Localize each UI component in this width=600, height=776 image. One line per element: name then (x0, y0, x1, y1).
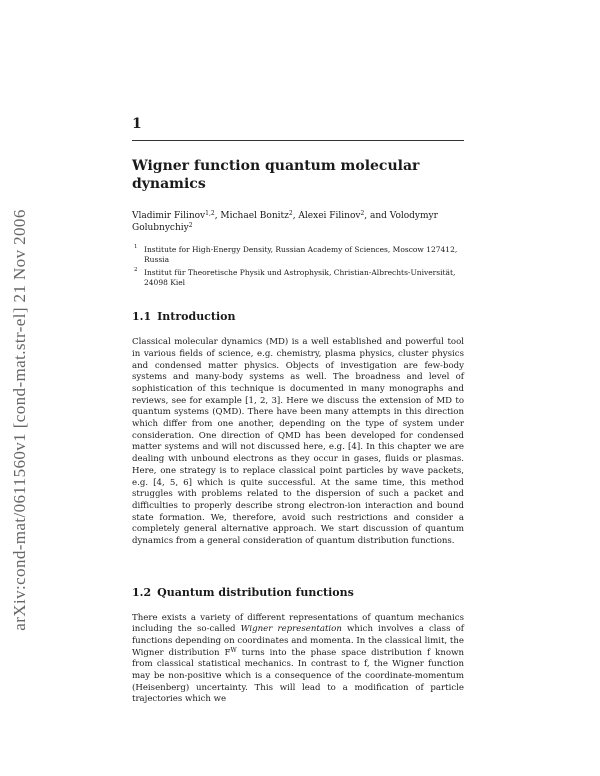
affiliation-marker: 2 (134, 267, 138, 273)
emphasized-term: Wigner representation (240, 624, 342, 635)
paragraph-text: which involves a class of functions depending on coordinates and momenta. In the classical limit, the Wigner distribution F (132, 624, 464, 658)
paragraph-text: There exists a variety of different representations of quantum mechanics including the so-called (132, 612, 464, 635)
title-rule (132, 140, 464, 141)
author-name: Michael Bonitz (220, 211, 289, 222)
affiliation-marker: 1 (134, 243, 138, 250)
affiliation-mark: 2 (360, 210, 365, 218)
affiliation-mark: 2 (288, 210, 293, 218)
affiliation-text: Institute for High-Energy Density, Russian Academy of Sciences, Moscow 127412, Russia (144, 244, 458, 264)
paragraph-text: turns into the phase space distribution f known from classical statistical mechanics. In contrast to f, the Wigner function may be non-positive which is a consequence of the coordinate-momentum (Heisenberg) uncertainty. This will lead to a modification of particle trajectories which we (132, 647, 464, 705)
affiliation-mark: 1,2 (205, 210, 215, 218)
author-list: Vladimir Filinov$^{1,2}$, Michael Bonitz$^2$, Alexei Filinov$^2$, and Volodymyr Golubnychiy$^2$ (132, 210, 438, 234)
affiliation-text: Institut für Theoretische Physik und Astrophysik, Christian-Albrechts-Universität, 24098 Kiel (144, 268, 456, 288)
paper-title: Wigner function quantum molecular dynamics (132, 158, 420, 193)
affiliation-mark: 2 (188, 222, 193, 230)
author-conjunction: , and Volodymyr (364, 211, 438, 222)
chapter-number: 1 (132, 116, 142, 132)
section-title: Quantum distribution functions (157, 585, 354, 599)
introduction-paragraph: Classical molecular dynamics (MD) is a well established and powerful tool in various fields of science, e.g. chemistry, plasma physics, cluster physics and condensed matter physics. Objects of investigation are few-body systems and many-body systems as well. The broadness and level of sophistication of this technique is documented in many monographs and reviews, see for example [1, 2, 3]. Here we discuss the extension of MD to quantum systems (QMD). There have been many attempts in this direction which differ from one another, depending on the type of system under consideration. One direction of QMD has been developed for condensed matter systems and will not discussed here, e.g. [4]. In this chapter we are dealing with unbound electrons as they occur in gases, fluids or plasmas. Here, one strategy is to replace classical point particles by wave packets, e.g. [4, 5, 6] which is quite successful. At the same time, this method struggles with problems related to the dispersion of such a packet and difficulties to properly describe strong electron-ion interaction and bound state formation. We, therefore, avoid such restrictions and consider a completely general alternative approach. We start discussion of quantum dynamics from a general consideration of quantum distribution functions. (132, 337, 464, 546)
section-number: 1.1 (132, 310, 152, 324)
math-superscript: W (230, 646, 237, 654)
affiliation-item (132, 245, 464, 265)
affiliation-list (132, 245, 464, 289)
author-name: Golubnychiy (132, 223, 189, 234)
quantum-distribution-paragraph (132, 613, 464, 707)
section-heading-quantum-distribution (132, 586, 464, 599)
author-name: Vladimir Filinov (132, 211, 206, 222)
section-number: 1.2 (132, 585, 152, 599)
arxiv-identifier-text: arXiv:cond-mat/0611560v1 [cond-mat.str-el] 21 Nov 2006 (10, 209, 29, 631)
arxiv-identifier (0, 120, 40, 720)
author-name: Alexei Filinov (298, 211, 361, 222)
page-content (132, 116, 464, 706)
section-title: Introduction (157, 310, 236, 324)
affiliation-item (132, 268, 464, 288)
section-heading-introduction (132, 310, 464, 323)
